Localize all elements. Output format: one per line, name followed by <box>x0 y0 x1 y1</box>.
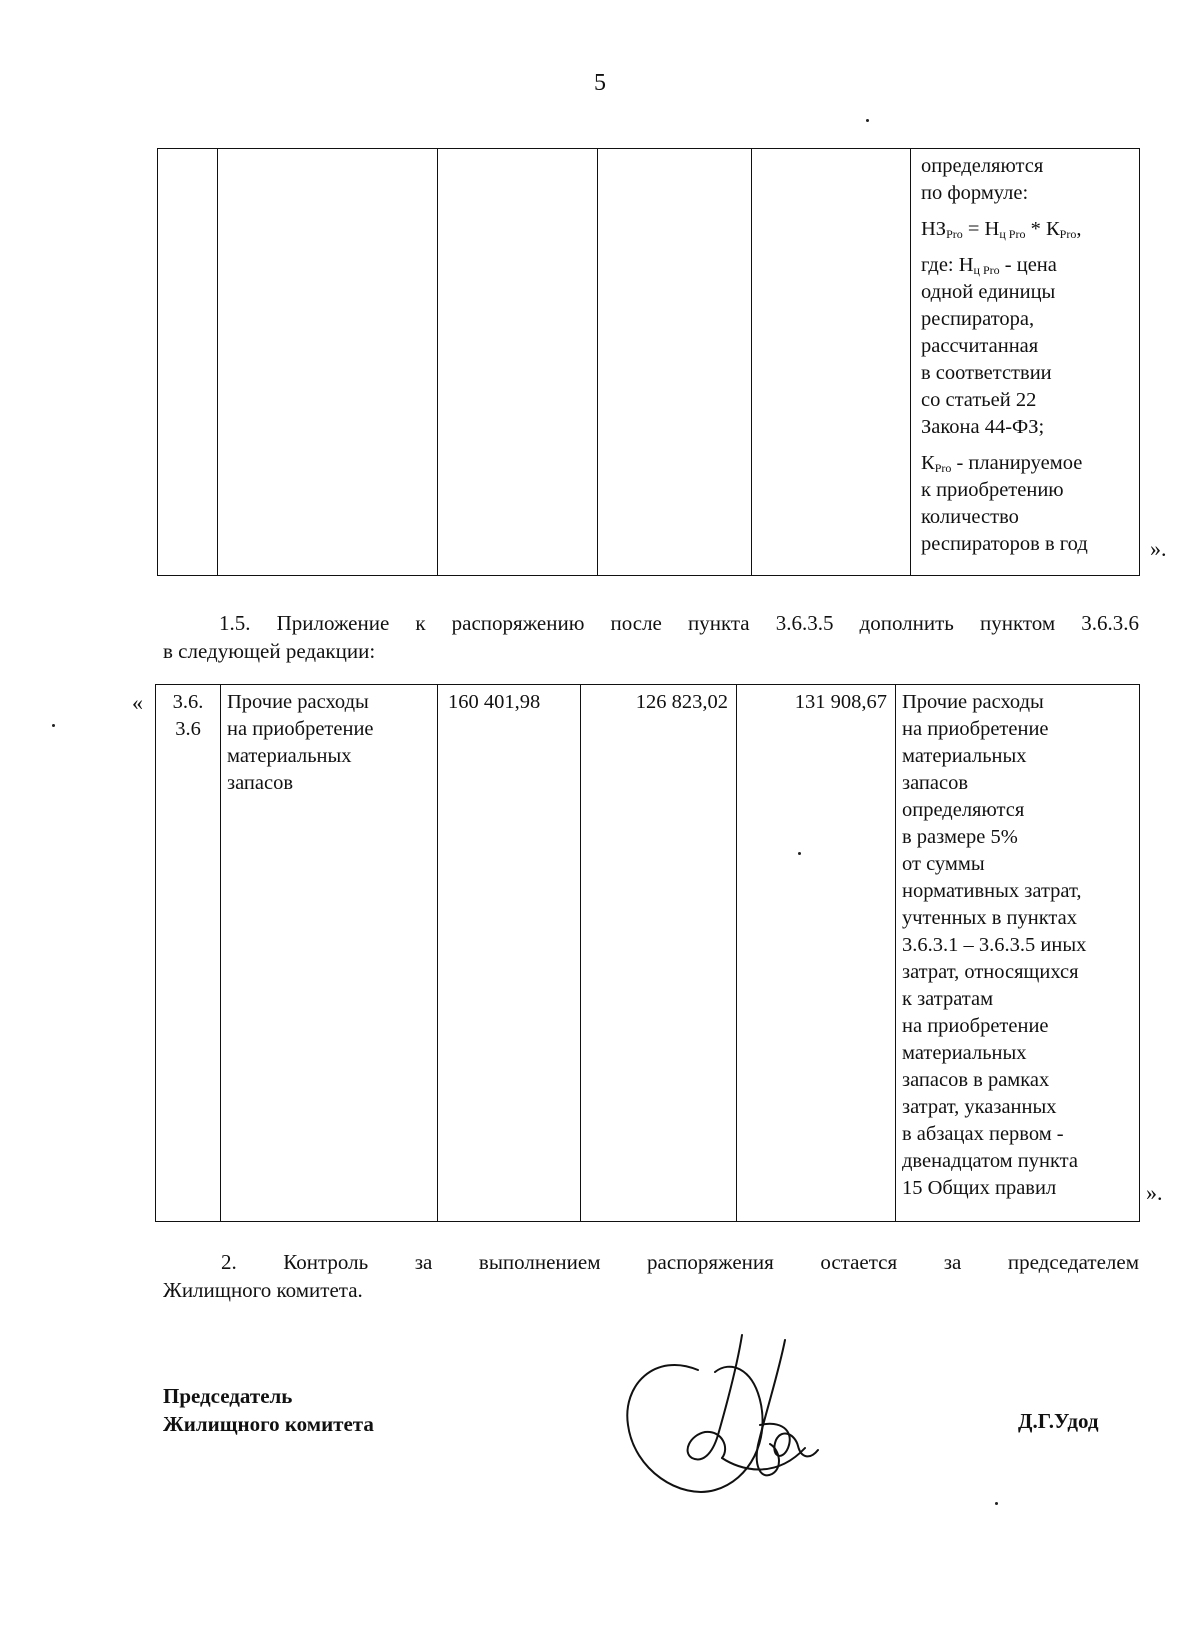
desc-line: на приобретение <box>902 718 1049 740</box>
table-cell-empty <box>598 149 752 576</box>
desc-line: двенадцатом пункта <box>902 1150 1078 1172</box>
desc-line: материальных <box>902 1042 1027 1064</box>
formula-description-cell <box>911 149 1140 576</box>
desc-line: на приобретение <box>902 1015 1049 1037</box>
item-number-cell <box>156 685 221 1222</box>
desc-line: Прочие расходы <box>902 691 1044 713</box>
name-line: Прочие расходы <box>227 691 369 713</box>
desc-line: 3.6.3.1 – 3.6.3.5 иных <box>902 934 1087 956</box>
desc-line: респиратора, <box>921 308 1035 330</box>
desc-line: в абзацах первом - <box>902 1123 1064 1145</box>
item-name-cell <box>221 685 438 1222</box>
table-cell-empty <box>158 149 218 576</box>
value-cell-1: 160 401,98 <box>438 685 581 1222</box>
closing-quote: ». <box>1146 1180 1163 1205</box>
desc-line: запасов <box>902 772 969 794</box>
table-row <box>158 149 1140 576</box>
desc-line: к приобретению <box>921 479 1064 501</box>
paragraph-1-5-line-1: 1.5. Приложение к распоряжению после пункта 3.6.3.5 дополнить пунктом 3.6.3.6 <box>219 611 1139 635</box>
name-line: материальных <box>227 745 352 767</box>
table-cell-empty <box>752 149 911 576</box>
item-number-line: 3.6 <box>175 718 201 740</box>
value-cell-2: 126 823,02 <box>581 685 737 1222</box>
desc-line: по формуле: <box>921 182 1029 204</box>
scan-speck <box>52 724 55 727</box>
table-cell-empty <box>438 149 598 576</box>
signatory-name: Д.Г.Удод <box>1018 1409 1099 1433</box>
name-line: запасов <box>227 772 294 794</box>
desc-line: запасов в рамках <box>902 1069 1050 1091</box>
desc-line: в соответствии <box>921 362 1052 384</box>
opening-quote: « <box>132 690 143 715</box>
paragraph-2-line-2: Жилищного комитета. <box>163 1278 363 1302</box>
desc-line: рассчитанная <box>921 335 1039 357</box>
value-cell-3: 131 908,67 <box>737 685 896 1222</box>
signatory-title-line: Жилищного комитета <box>163 1412 374 1436</box>
desc-line: затрат, относящихся <box>902 961 1079 983</box>
desc-line: со статьей 22 <box>921 389 1037 411</box>
desc-line: затрат, указанных <box>902 1096 1057 1118</box>
desc-line: Закона 44-ФЗ; <box>921 416 1045 438</box>
table-cell-empty <box>218 149 438 576</box>
signatory-title-line: Председатель <box>163 1384 293 1408</box>
desc-line: материальных <box>902 745 1027 767</box>
desc-line: определяются <box>921 155 1044 177</box>
desc-line: в размере 5% <box>902 826 1018 848</box>
name-line: на приобретение <box>227 718 374 740</box>
formula-line: $НЗ_{Pro} = Н_{ц Pro} * К_{Pro}$, <box>921 218 1082 241</box>
desc-line: количество <box>921 506 1019 528</box>
closing-quote: ». <box>1150 536 1167 561</box>
scan-speck <box>995 1502 998 1505</box>
item-3-6-3-6-table <box>155 684 1140 1222</box>
page-number: 5 <box>594 70 606 96</box>
signatory-title <box>163 1382 374 1438</box>
desc-line: $К_{Pro}$ - планируемое <box>921 452 1083 475</box>
norms-table-continuation <box>157 148 1140 576</box>
item-description-cell <box>896 685 1140 1222</box>
desc-line: учтенных в пунктах <box>902 907 1077 929</box>
desc-line: определяются <box>902 799 1025 821</box>
desc-line: 15 Общих правил <box>902 1177 1057 1199</box>
desc-line: нормативных затрат, <box>902 880 1082 902</box>
paragraph-2-line-1: 2. Контроль за выполнением распоряжения остается за председателем <box>221 1250 1139 1274</box>
desc-line: от суммы <box>902 853 985 875</box>
desc-line: респираторов в год <box>921 533 1088 555</box>
table-row <box>156 685 1140 1222</box>
handwritten-signature <box>620 1330 860 1505</box>
scan-speck <box>866 119 869 122</box>
paragraph-1-5-line-2: в следующей редакции: <box>163 639 376 663</box>
desc-line: где: $Н_{ц Pro}$ - цена <box>921 254 1057 277</box>
desc-line: одной единицы <box>921 281 1056 303</box>
desc-line: к затратам <box>902 988 994 1010</box>
item-number-line: 3.6. <box>172 691 204 713</box>
